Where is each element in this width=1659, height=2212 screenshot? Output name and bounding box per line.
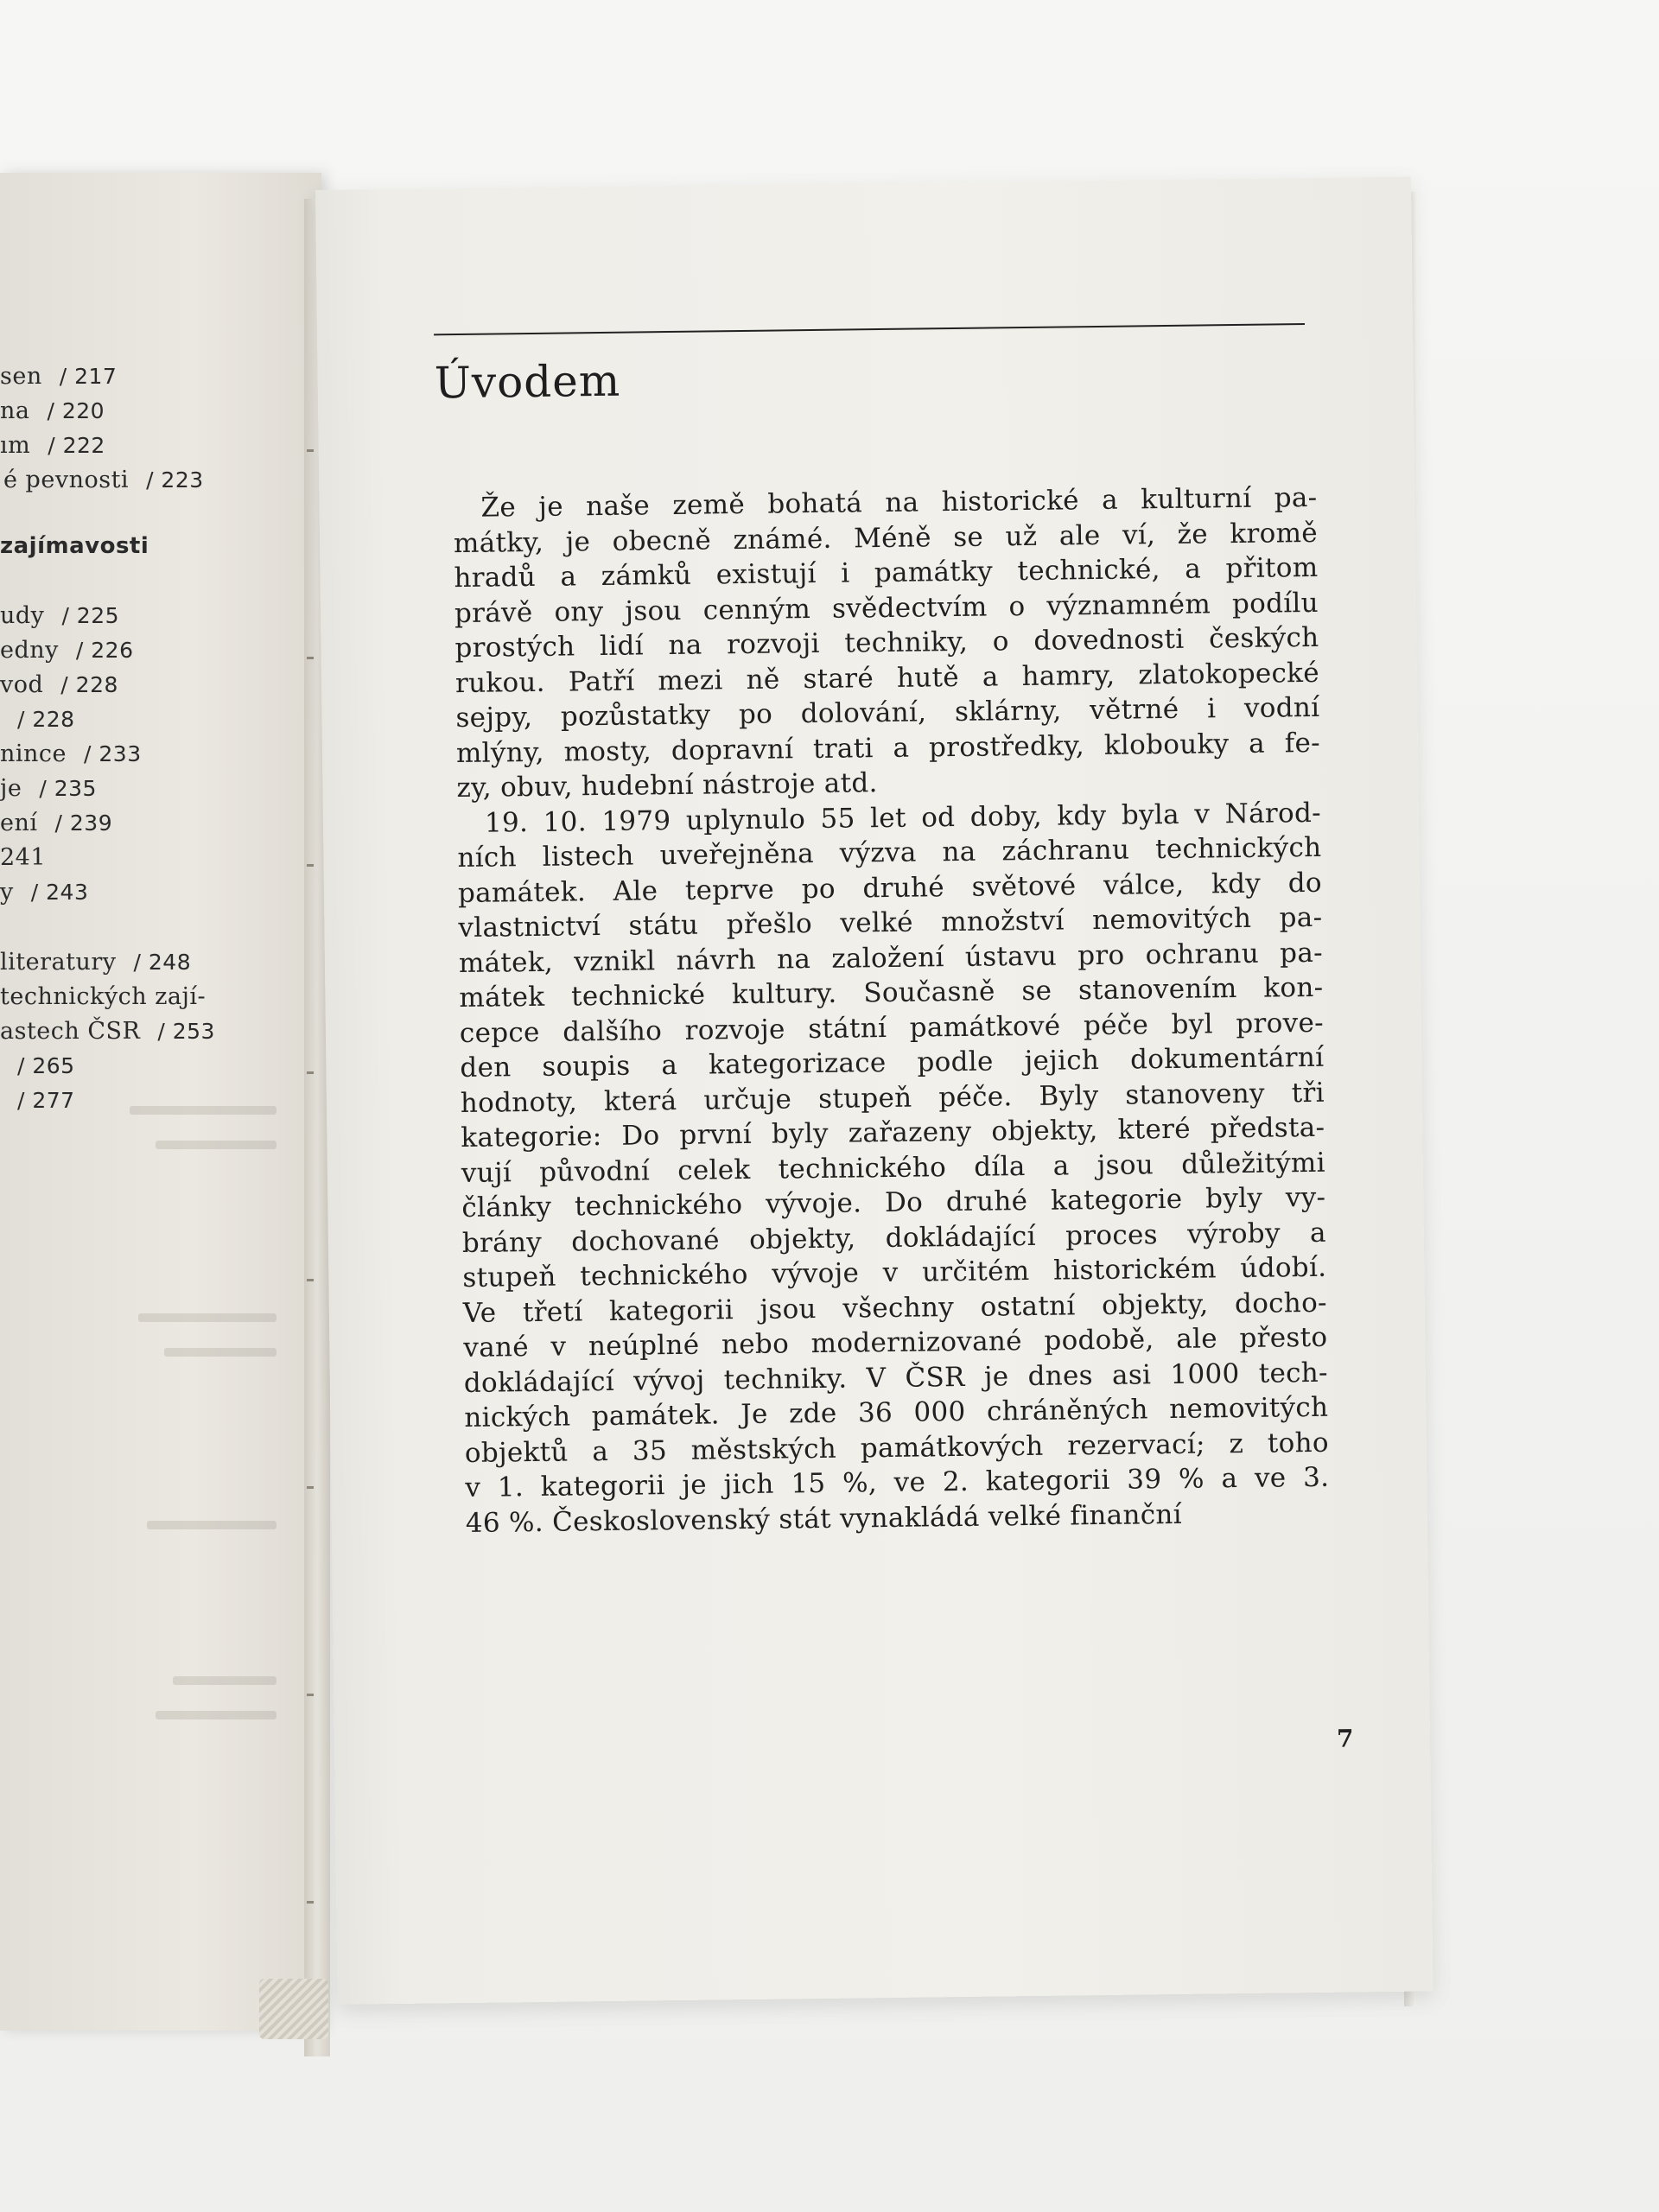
text-line: cepce dalšího rozvoje státní památkové péče byl prove-: [459, 1007, 1325, 1049]
toc-line-title: vod: [0, 671, 44, 698]
toc-line-title: astech ČSR: [0, 1018, 141, 1045]
text-line: dokládající vývoj techniky. V ČSR je dnes asi 1000 tech-: [463, 1357, 1329, 1399]
toc-line-page: / 225: [61, 603, 120, 628]
toc-line: [0, 1052, 75, 1079]
toc-line: [0, 637, 134, 664]
text-line: sejpy, pozůstatky po dolování, sklárny, větrné i vodní: [455, 691, 1320, 734]
toc-line-title: ım: [0, 432, 31, 459]
toc-line: [0, 983, 223, 1010]
toc-line: [0, 949, 191, 976]
text-line: právě ony jsou cenným svědectvím o významném podílu: [454, 587, 1319, 629]
binding-stitch: [307, 449, 314, 452]
text-line: Že je naše země bohatá na historické a kulturní pa-: [480, 481, 1318, 524]
chapter-title: Úvodem: [434, 355, 621, 409]
text-line: nických památek. Je zde 36 000 chráněných nemovitých: [464, 1391, 1329, 1433]
toc-line: [0, 879, 88, 906]
binding-stitch: [307, 1694, 314, 1696]
toc-line-title: y: [0, 879, 14, 906]
toc-line: [0, 602, 119, 629]
toc-line-page: / 217: [59, 364, 118, 389]
toc-line: [0, 810, 112, 836]
binding-stitch: [307, 657, 314, 659]
toc-line-title: je: [0, 775, 22, 802]
right-page: [315, 177, 1433, 2005]
text-line: zy, obuv, hudební nástroje atd.: [456, 767, 878, 804]
toc-line-title: literatury: [0, 949, 117, 976]
toc-line: [3, 467, 204, 493]
toc-line-title: 241: [0, 844, 47, 871]
toc-line-page: / 228: [60, 672, 118, 697]
text-line: brány dochované objekty, dokládající proces výroby a: [461, 1217, 1327, 1259]
text-line: v 1. kategorii je jich 15 %, ve 2. kategorii 39 % a ve 3.: [465, 1461, 1330, 1503]
text-line: prostých lidí na rozvoji techniky, o dovednosti českých: [454, 621, 1319, 664]
toc-line-page: / 226: [75, 638, 134, 663]
toc-line-page: / 220: [47, 398, 105, 423]
text-line: 19. 10. 1979 uplynulo 55 let od doby, kdy byla v Národ-: [484, 797, 1322, 839]
text-line: 46 %. Československý stát vynakládá velké finanční: [465, 1498, 1183, 1539]
text-line: mátek, vznikl návrh na založení ústavu pro ochranu pa-: [458, 937, 1324, 979]
toc-line-title: edny: [0, 637, 59, 664]
title-rule: [434, 323, 1305, 335]
toc-line-title: ení: [0, 810, 38, 836]
text-line: mátek technické kultury. Současně se stanovením kon-: [459, 971, 1324, 1014]
binding-stitch: [307, 1279, 314, 1281]
toc-line: [0, 1018, 215, 1045]
page-number: 7: [1336, 1724, 1354, 1753]
text-line: rukou. Patří mezi ně staré hutě a hamry, zlatokopecké: [454, 657, 1320, 699]
text-line: vují původní celek technického díla a jsou důležitými: [461, 1147, 1326, 1189]
toc-line: [0, 706, 75, 733]
toc-line-page: / 277: [17, 1088, 75, 1113]
toc-line-page: / 253: [157, 1019, 215, 1044]
text-line: mátky, je obecně známé. Méně se už ale ví, že kromě: [453, 517, 1319, 559]
toc-line-title: nince: [0, 741, 67, 767]
toc-line-page: / 222: [48, 433, 105, 458]
toc-line: [0, 1087, 75, 1114]
toc-line-page: / 223: [146, 467, 204, 493]
text-line: Ve třetí kategorii jsou všechny ostatní objekty, docho-: [462, 1287, 1328, 1329]
text-line: objektů a 35 městských památkových rezervací; z toho: [464, 1427, 1330, 1469]
toc-line: [0, 741, 142, 767]
toc-line: [0, 844, 63, 871]
text-line: mlýny, mosty, dopravní trati a prostředky, klobouky a fe-: [455, 727, 1321, 769]
text-line: kategorie: Do první byly zařazeny objekty, které předsta-: [461, 1111, 1325, 1154]
text-line: vlastnictví státu přešlo velké množství nemovitých pa-: [458, 901, 1323, 944]
left-page: [0, 173, 321, 2031]
toc-line: [0, 397, 105, 424]
toc-line-title: zajímavosti: [0, 533, 149, 559]
binding-stitch: [307, 1071, 314, 1074]
text-line: stupeň technického vývoje v určitém historickém údobí.: [462, 1251, 1327, 1294]
toc-line-page: / 265: [17, 1053, 75, 1078]
book-spine: [259, 1979, 328, 2039]
toc-line-page: / 235: [39, 776, 97, 801]
toc-line-page: / 239: [54, 810, 113, 836]
text-line: ních listech uveřejněna výzva na záchranu technických: [457, 831, 1322, 874]
toc-line-page: / 243: [30, 880, 89, 905]
toc-line: [0, 363, 117, 390]
toc-line-page: / 233: [84, 741, 142, 766]
text-line: památek. Ale teprve po druhé světové válce, kdy do: [457, 867, 1323, 909]
binding-stitch: [307, 1486, 314, 1489]
toc-line-page: / 228: [17, 707, 75, 732]
binding-stitch: [307, 1901, 314, 1904]
toc-line: [0, 671, 118, 698]
toc-line: [0, 533, 166, 559]
toc-line-title: na: [0, 397, 30, 424]
text-line: hradů a zámků existují i památky technické, a přitom: [454, 551, 1319, 594]
toc-line-title: é pevnosti: [3, 467, 130, 493]
toc-line-title: technických zají-: [0, 983, 207, 1010]
toc-line: [0, 775, 97, 802]
toc-line-title: sen: [0, 363, 42, 390]
body-text: [453, 480, 1330, 1541]
toc-line-page: / 248: [133, 950, 192, 975]
text-line: články technického vývoje. Do druhé kategorie byly vy-: [461, 1181, 1326, 1224]
text-line: hodnoty, která určuje stupeň péče. Byly stanoveny tři: [460, 1077, 1325, 1119]
binding-stitch: [307, 864, 314, 867]
toc-line-title: udy: [0, 602, 45, 629]
text-line: vané v neúplné nebo modernizované podobě, ale přesto: [463, 1321, 1328, 1364]
text-line: den soupis a kategorizace podle jejich dokumentární: [460, 1041, 1325, 1084]
toc-line: [0, 432, 105, 459]
